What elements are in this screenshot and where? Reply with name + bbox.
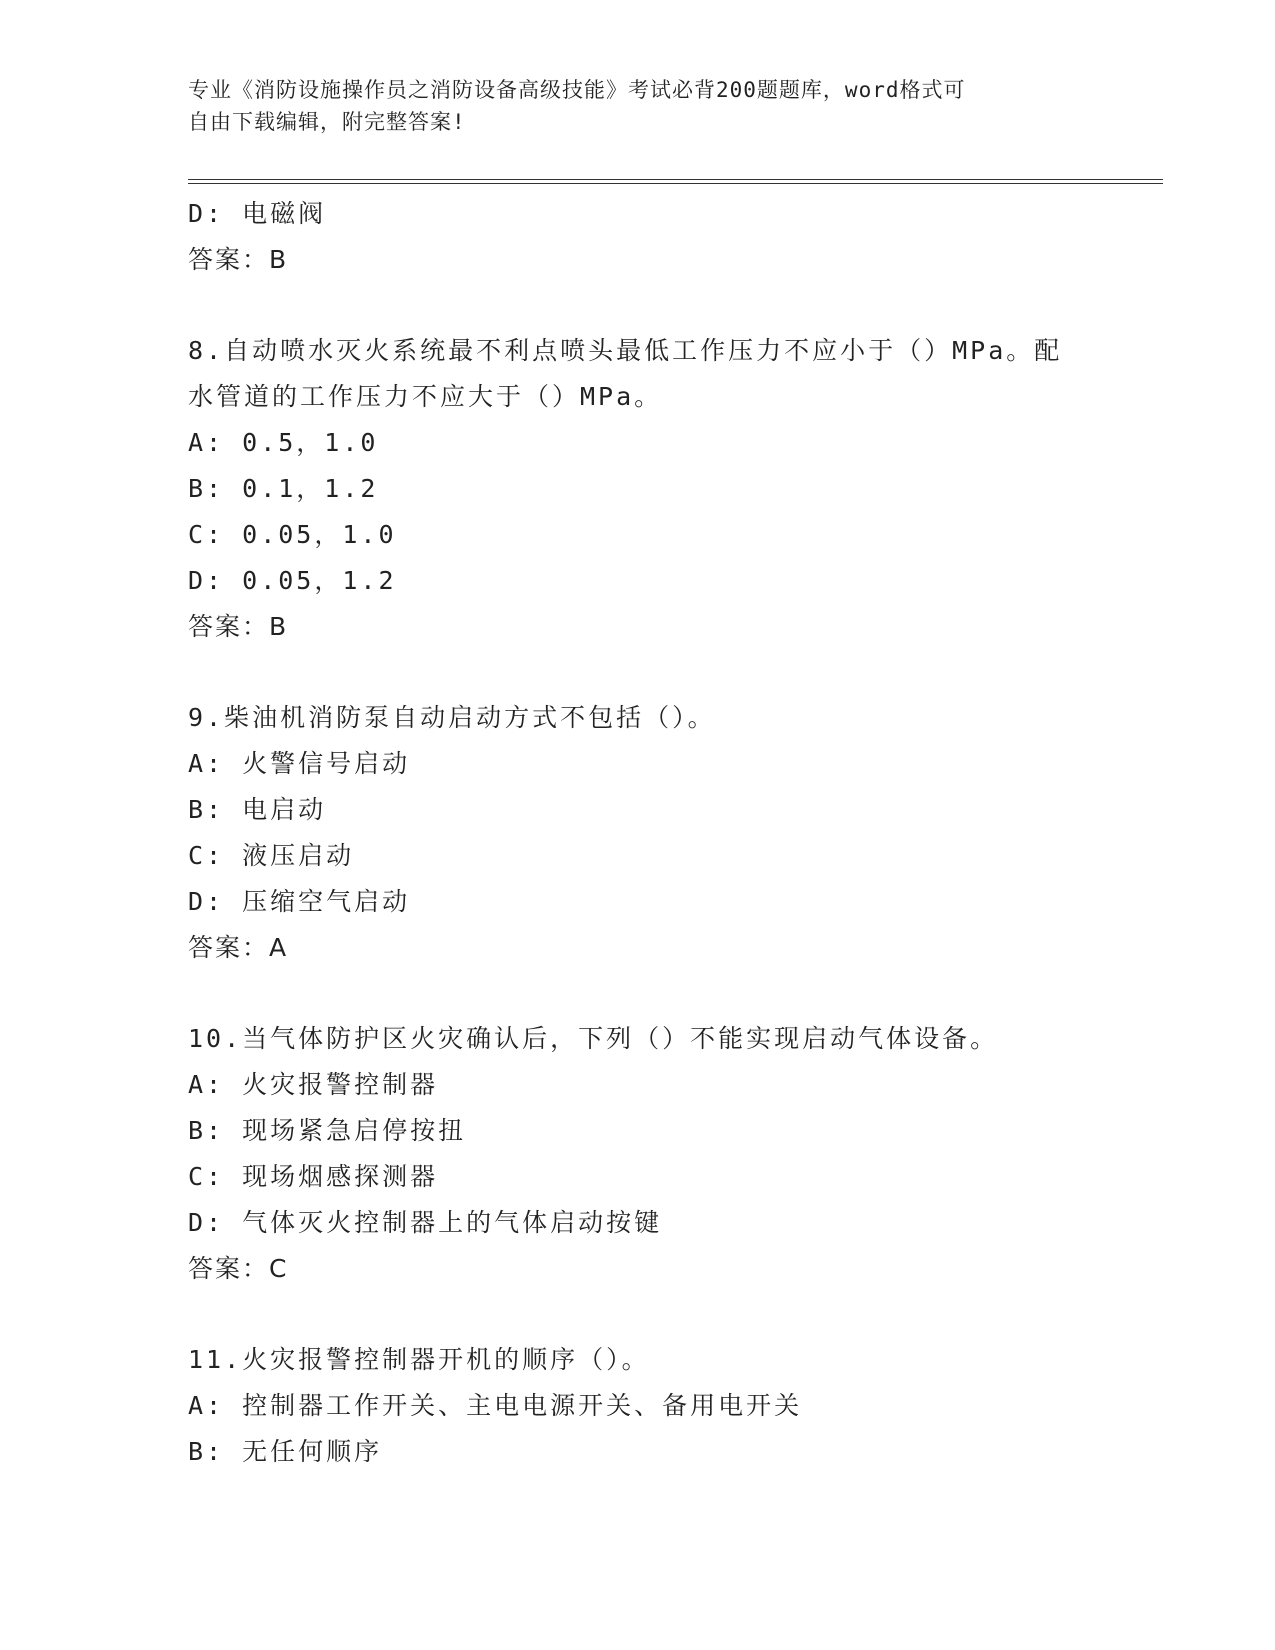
option-c: C: 0.05，1.0 [188,520,397,549]
header-divider-bottom [188,183,1163,184]
answer-line: 答案：C [188,1254,289,1283]
answer-line: 答案：B [188,612,289,641]
header-line-1: 专业《消防设施操作员之消防设备高级技能》考试必背200题题库，word格式可 [188,78,966,102]
question-11 [188,1337,1108,1475]
question-stem-line-1: 9.柴油机消防泵自动启动方式不包括（）。 [188,703,716,732]
option-a: A: 火警信号启动 [188,749,411,778]
option-b: B: 现场紧急启停按扭 [188,1116,467,1145]
document-header [188,74,1088,138]
option-a: A: 0.5，1.0 [188,428,379,457]
option-b: B: 0.1，1.2 [188,474,379,503]
question-stem-line-1: 11.火灾报警控制器开机的顺序（）。 [188,1345,650,1374]
question-stem-line-2: 水管道的工作压力不应大于（）MPa。 [188,382,663,411]
option-a: A: 控制器工作开关、主电电源开关、备用电开关 [188,1391,803,1420]
answer-line: 答案：A [188,933,289,962]
option-c: C: 液压启动 [188,841,355,870]
option-d: D: 气体灭火控制器上的气体启动按键 [188,1208,663,1237]
header-divider-top [188,179,1163,180]
option-b: B: 无任何顺序 [188,1437,383,1466]
question-9 [188,695,1108,971]
option-d: D: 压缩空气启动 [188,887,411,916]
option-a: A: 火灾报警控制器 [188,1070,439,1099]
option-b: B: 电启动 [188,795,327,824]
previous-question-fragment [188,191,1108,283]
question-10 [188,1016,1108,1292]
option-c: C: 现场烟感探测器 [188,1162,439,1191]
answer-line: 答案：B [188,245,289,274]
option-d: D: 电磁阀 [188,199,327,228]
question-stem-line-1: 10.当气体防护区火灾确认后，下列（）不能实现启动气体设备。 [188,1024,999,1053]
question-8 [188,328,1108,650]
question-stem-line-1: 8.自动喷水灭火系统最不利点喷头最低工作压力不应小于（）MPa。配 [188,336,1063,365]
header-line-2: 自由下载编辑，附完整答案! [188,110,466,134]
question-list [188,191,1108,1475]
option-d: D: 0.05，1.2 [188,566,397,595]
